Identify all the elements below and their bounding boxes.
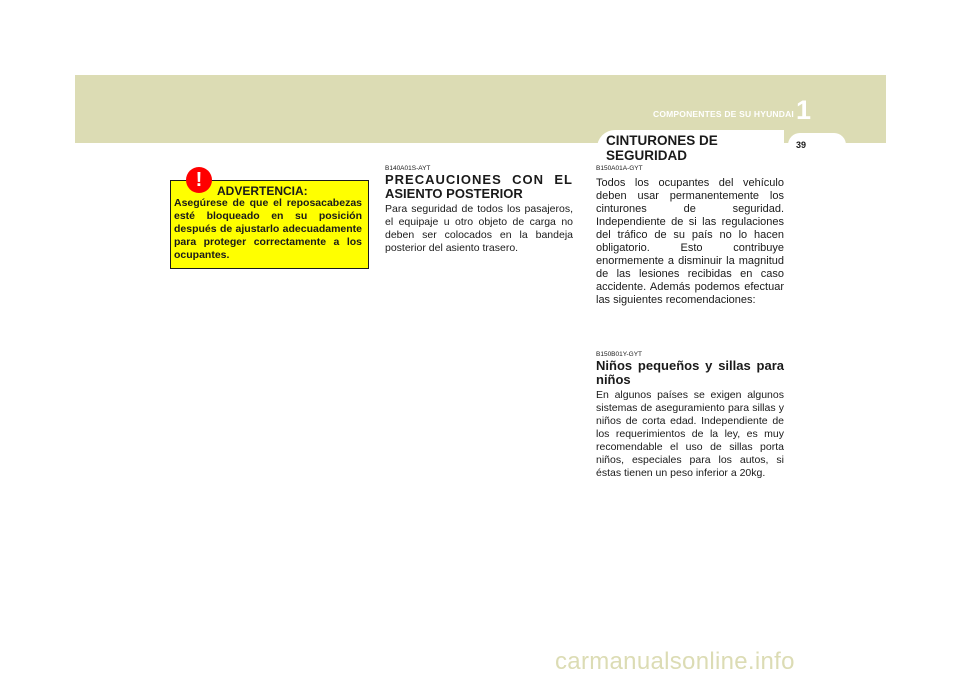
section-title-line2: SEGURIDAD: [606, 148, 688, 163]
warning-icon: !: [186, 167, 212, 193]
section-title: [606, 133, 718, 163]
warning-title: ADVERTENCIA:: [217, 184, 308, 198]
chapter-label: COMPONENTES DE SU HYUNDAI: [652, 109, 794, 119]
chapter-number: 1: [796, 95, 812, 125]
children-text: En algunos países se exigen algunos sistemas de aseguramiento para sillas y niños de corta edad. Independiente de los requerimientos de la ley, es muy recomendable el uso de sillas porta niños, especiales para los autos, si éstas tienen un peso inferior a 20kg.: [596, 389, 784, 479]
rear-seat-code: B140A01S-AYT: [385, 165, 431, 172]
children-code: B150B01Y-GYT: [596, 351, 643, 358]
section-title-line1: CINTURONES DE: [606, 133, 718, 148]
children-heading: Niños pequeños y sillas para niños: [596, 358, 784, 387]
warning-text: Asegúrese de que el reposacabezas esté bloqueado en su posición después de ajustarlo adecuadamente para proteger correctamente a los ocupantes.: [174, 197, 362, 261]
seat-belts-code: B150A01A-GYT: [596, 165, 643, 172]
page-number: 39: [796, 140, 807, 150]
watermark: carmanualsonline.info: [555, 648, 795, 675]
rear-seat-heading: [385, 173, 573, 201]
rear-seat-heading-line1: PRECAUCIONES CON EL: [385, 172, 573, 187]
seat-belts-text: Todos los ocupantes del vehículo deben usar permanentemente los cinturones de seguridad. Independiente de si las regulaciones del tráfico de su país no lo hacen obligatorio. Esto contribuye enormemente a disminuir la magnitud de las lesiones recibidas en caso accidente. Además podemos efectuar las siguientes recomendaciones:: [596, 177, 784, 306]
rear-seat-text: Para seguridad de todos los pasajeros, el equipaje u otro objeto de carga no deben ser colocados en la bandeja posterior del asiento trasero.: [385, 203, 573, 254]
rear-seat-heading-line2: ASIENTO POSTERIOR: [385, 186, 523, 201]
